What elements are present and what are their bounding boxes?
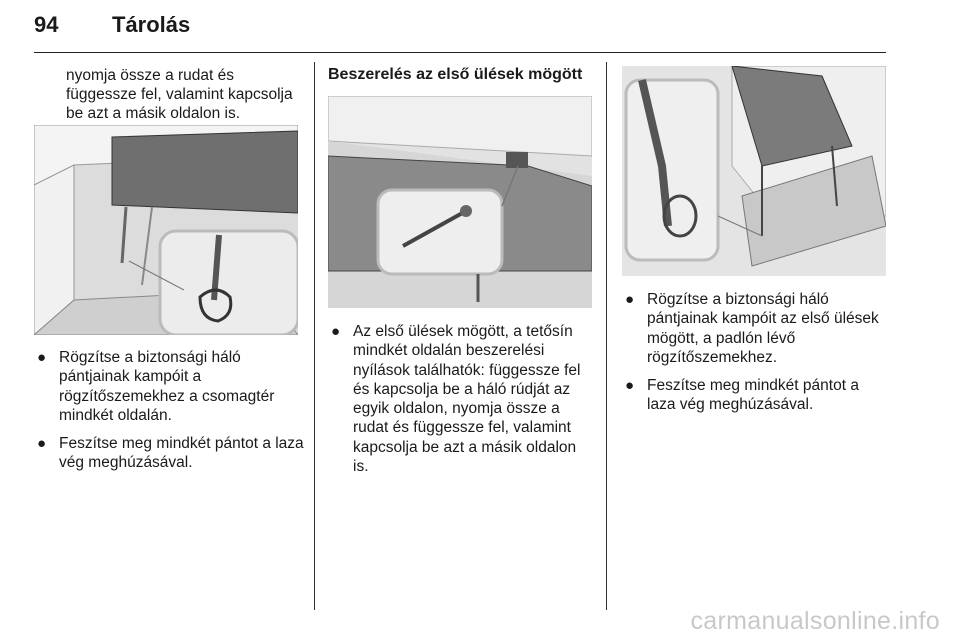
list-item: ● Rögzítse a biztonsági háló pántjainak kampóit a rögzítőszemekhez a csomagtér mindkét oldalán. (37, 349, 275, 424)
bullet-icon: ● (37, 435, 47, 453)
column-divider-right (606, 62, 607, 610)
bullet-icon: ● (625, 377, 635, 395)
bullet-icon: ● (625, 291, 635, 308)
list-item: ● Feszítse meg mindkét pántot a laza vég meghúzásával. (625, 377, 859, 414)
page-title: Tárolás (112, 12, 191, 37)
section-heading: Beszerelés az első ülések mögött (328, 66, 583, 83)
column1-bullets (34, 348, 304, 482)
column3-bullets (622, 290, 886, 424)
list-item: ● Rögzítse a biztonsági háló pántjainak kampóit az első ülések mögött, a padlón lévő rögzítőszemekhez. (625, 291, 879, 366)
page-header (34, 12, 886, 53)
list-item: ● Az első ülések mögött, a tetősín mindkét oldalán beszerelési nyílások találhatók: függessze fel és kapcsolja be a háló rúdját az egyik oldalon, nyomja össze a rudat és függessze fel, valamint kapcsolja be azt a másik oldalon is. (331, 323, 581, 476)
roof-rail-illustration (328, 96, 592, 308)
bullet-icon: ● (37, 349, 47, 366)
page-number: 94 (34, 12, 59, 37)
intro-paragraph: nyomja össze a rudat és függessze fel, valamint kapcsolja be azt a másik oldalon is. (66, 67, 293, 122)
column-divider-left (314, 62, 315, 610)
floor-anchor-illustration (622, 66, 886, 276)
column2-bullets (328, 322, 594, 485)
list-item: ● Feszítse meg mindkét pántot a laza vég meghúzásával. (37, 435, 304, 472)
bullet-icon: ● (331, 323, 341, 340)
trunk-net-illustration (34, 125, 298, 335)
watermark: carmanualsonline.info (690, 607, 940, 635)
